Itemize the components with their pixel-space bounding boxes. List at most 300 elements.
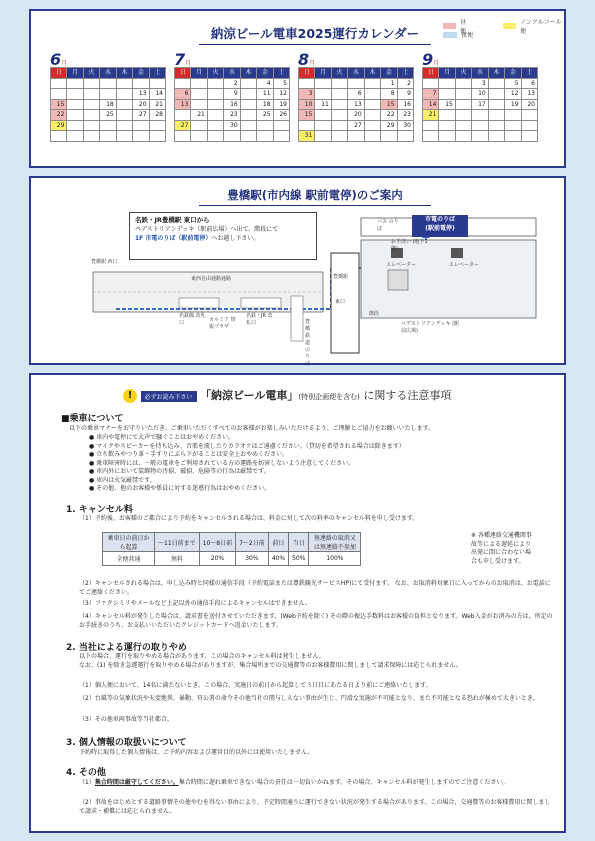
day-cell bbox=[299, 121, 315, 132]
notice-title bbox=[123, 387, 451, 403]
month-header bbox=[174, 50, 290, 67]
day-cell bbox=[241, 131, 257, 142]
day-cell bbox=[51, 79, 67, 90]
cancel-3: （3）ファクシミリやメールなど上記以外の通信手段によるキャンセルはできません。 bbox=[79, 600, 311, 607]
weekday-header: 土 bbox=[398, 68, 414, 79]
day-cell bbox=[100, 121, 116, 132]
day-cell bbox=[315, 121, 331, 132]
day-cell bbox=[439, 121, 455, 132]
legend-nonalc: ノンアルコール便 bbox=[520, 18, 562, 35]
guide-line1: 名鉄・JR豊橋駅 東口から bbox=[135, 216, 210, 224]
day-cell bbox=[456, 110, 472, 121]
day-cell bbox=[365, 110, 381, 121]
fee-header-cell: 7～2日前 bbox=[236, 533, 269, 552]
day-cell: 5 bbox=[274, 79, 290, 90]
track-label: 豊橋鉄道のりば bbox=[305, 319, 311, 367]
east-exit-label: 東口 bbox=[335, 299, 346, 305]
day-cell bbox=[150, 79, 166, 90]
weekday-header: 火 bbox=[208, 68, 224, 79]
weekday-header: 水 bbox=[224, 68, 240, 79]
other-1-emph: 集合時間は厳守してください。 bbox=[94, 779, 179, 786]
day-cell bbox=[241, 100, 257, 111]
day-cell bbox=[439, 79, 455, 90]
day-cell: 13 bbox=[522, 89, 538, 100]
jr-gate-label: 名鉄・JR 改札口 bbox=[246, 313, 273, 326]
day-cell bbox=[175, 131, 191, 142]
day-cell bbox=[241, 79, 257, 90]
day-cell bbox=[117, 110, 133, 121]
day-cell bbox=[274, 121, 290, 132]
month-grid bbox=[298, 67, 414, 142]
day-cell bbox=[456, 100, 472, 111]
day-cell bbox=[365, 89, 381, 100]
day-cell bbox=[241, 110, 257, 121]
day-cell: 30 bbox=[398, 121, 414, 132]
day-cell: 3 bbox=[299, 89, 315, 100]
day-cell: 21 bbox=[191, 110, 207, 121]
day-cell: 4 bbox=[257, 79, 273, 90]
day-cell bbox=[150, 121, 166, 132]
day-cell: 2 bbox=[224, 79, 240, 90]
platform-sub: (駅前電停) bbox=[425, 225, 455, 232]
fee-header-cell: 乗車日の前日から起算 bbox=[103, 533, 155, 552]
day-cell: 18 bbox=[257, 100, 273, 111]
day-cell: 26 bbox=[274, 110, 290, 121]
day-cell: 13 bbox=[133, 89, 149, 100]
day-cell bbox=[332, 121, 348, 132]
day-cell bbox=[398, 131, 414, 142]
weekday-header: 土 bbox=[274, 68, 290, 79]
day-cell bbox=[365, 79, 381, 90]
access-title: 豊橋駅(市内線 駅前電停)のご案内 bbox=[199, 187, 431, 206]
day-cell bbox=[472, 110, 488, 121]
month-suffix: 月 bbox=[433, 60, 440, 67]
day-cell: 14 bbox=[423, 100, 439, 111]
weekday-header: 月 bbox=[439, 68, 455, 79]
other-2: （2）事故をはじめとする道路事情その他やむを得ない事由により、予定時間通りに運行できない状況が発生する場合があります。この場合、交通費等のお客様費用に関しまして請求・補償には応じられません。 bbox=[79, 799, 551, 815]
ride-rule: ● 立ち飲みやつり革・手すりにぶら下がることは安全上おやめください。 bbox=[89, 451, 289, 458]
day-cell bbox=[67, 131, 83, 142]
month-header bbox=[298, 50, 414, 67]
nonalc-swatch bbox=[503, 23, 516, 29]
notice-title-tail: に関する注意事項 bbox=[363, 389, 452, 402]
day-cell bbox=[208, 131, 224, 142]
day-cell bbox=[133, 121, 149, 132]
day-cell bbox=[522, 110, 538, 121]
day-cell: 10 bbox=[299, 100, 315, 111]
day-cell bbox=[489, 89, 505, 100]
day-cell: 29 bbox=[51, 121, 67, 132]
section-other: 4. その他 bbox=[66, 768, 106, 778]
month-suffix: 月 bbox=[61, 60, 68, 67]
privacy-text: 予約時に取得した個人情報は、ご予約内容および運営目的以外には使用いたしません。 bbox=[79, 749, 314, 756]
weekday-header: 水 bbox=[472, 68, 488, 79]
weekday-header: 火 bbox=[84, 68, 100, 79]
day-cell: 19 bbox=[274, 100, 290, 111]
weekday-header: 木 bbox=[117, 68, 133, 79]
day-cell bbox=[208, 89, 224, 100]
day-cell bbox=[257, 121, 273, 132]
day-cell bbox=[117, 100, 133, 111]
day-cell: 20 bbox=[348, 110, 364, 121]
day-cell bbox=[365, 131, 381, 142]
day-cell bbox=[224, 131, 240, 142]
cancel-4: （4）キャンセル料が発生した場合は、請求書を送付させていただきます。(Web予約を除く) その際の振込手数料はお客様の負担となります。Web入金がお済みの方は、所定のお手続きのうち、お支払いいただいたクレジットカードへ返金いたします。 bbox=[79, 613, 553, 629]
day-cell bbox=[489, 131, 505, 142]
day-cell bbox=[274, 131, 290, 142]
day-cell bbox=[423, 131, 439, 142]
weekday-header: 水 bbox=[100, 68, 116, 79]
fee-value-row bbox=[103, 552, 361, 566]
day-cell: 9 bbox=[224, 89, 240, 100]
day-cell bbox=[67, 89, 83, 100]
day-cell bbox=[117, 121, 133, 132]
day-cell: 21 bbox=[423, 110, 439, 121]
day-cell bbox=[67, 100, 83, 111]
station-label: 豊橋駅 bbox=[333, 274, 349, 280]
day-cell bbox=[348, 131, 364, 142]
day-cell: 22 bbox=[51, 110, 67, 121]
fee-value-cell: 100% bbox=[309, 552, 361, 566]
day-cell: 10 bbox=[472, 89, 488, 100]
legend-night: 夜便 bbox=[461, 32, 474, 39]
day-cell: 27 bbox=[175, 121, 191, 132]
day-cell bbox=[191, 131, 207, 142]
month-7 bbox=[174, 50, 290, 142]
day-cell: 1 bbox=[381, 79, 397, 90]
platform-name: 市電のりば bbox=[424, 216, 455, 223]
day-cell bbox=[299, 79, 315, 90]
weekday-header: 土 bbox=[150, 68, 166, 79]
day-cell bbox=[472, 121, 488, 132]
day-cell bbox=[175, 79, 191, 90]
section-stop: 2. 当社による運行の取りやめ bbox=[66, 643, 187, 653]
day-cell bbox=[489, 121, 505, 132]
day-cell bbox=[332, 100, 348, 111]
day-cell: 3 bbox=[472, 79, 488, 90]
day-cell bbox=[315, 131, 331, 142]
weekday-header: 日 bbox=[423, 68, 439, 79]
stop-3: （3）その他車両事故等当社都合。 bbox=[79, 716, 173, 723]
day-cell bbox=[489, 110, 505, 121]
day-cell bbox=[332, 131, 348, 142]
stop-2: （2）台風等の気象状況や天変地異、暴動、官公署の命令その他当社の関与しえない事由が生じ、円滑な実施が不可能となり、また不可能となる恐れが極めて大きいとき。 bbox=[79, 695, 539, 702]
day-cell: 20 bbox=[133, 100, 149, 111]
day-cell: 31 bbox=[299, 131, 315, 142]
day-cell bbox=[84, 110, 100, 121]
section-privacy: 3. 個人情報の取扱いについて bbox=[66, 738, 187, 748]
plaza-label: カルミア 情報プラザ bbox=[209, 317, 236, 330]
cancel-fee-table bbox=[102, 532, 361, 566]
fee-value-cell: 全便共通 bbox=[103, 552, 155, 566]
day-cell bbox=[150, 131, 166, 142]
warning-icon: ! bbox=[123, 389, 137, 403]
month-number: 7 bbox=[174, 50, 186, 69]
day-cell: 11 bbox=[315, 100, 331, 111]
day-cell: 6 bbox=[348, 89, 364, 100]
day-cell: 6 bbox=[522, 79, 538, 90]
day-cell bbox=[365, 121, 381, 132]
day-cell: 5 bbox=[505, 79, 521, 90]
month-grid bbox=[50, 67, 166, 142]
day-cell bbox=[348, 79, 364, 90]
day-cell: 13 bbox=[348, 100, 364, 111]
calendar-legend bbox=[443, 18, 564, 39]
day-cell: 11 bbox=[257, 89, 273, 100]
month-header bbox=[50, 50, 166, 67]
day-cell: 18 bbox=[100, 100, 116, 111]
ride-rule: ● その他、他のお客様や係員に対する迷惑行為はおやめください。 bbox=[89, 485, 271, 492]
day-cell: 12 bbox=[274, 89, 290, 100]
other-1-text: 集合時間に遅れ乗車できない場合の責任は一切負いかねます。その場合、キャンセル料が発生しますのでご注意ください。 bbox=[178, 779, 509, 786]
day-cell: 12 bbox=[505, 89, 521, 100]
notice-title-paren: (特別企画便を含む) bbox=[298, 393, 360, 401]
ride-rule: ● 車内外において装飾物の汚損、破損、危険等の行為は厳禁です。 bbox=[89, 468, 270, 475]
toilet-label: お手洗い (地下1階) bbox=[391, 239, 428, 252]
day-cell bbox=[84, 89, 100, 100]
day-cell: 15 bbox=[299, 110, 315, 121]
weekday-header: 月 bbox=[67, 68, 83, 79]
fee-header-row bbox=[103, 533, 361, 552]
fee-header-cell: 前日 bbox=[268, 533, 288, 552]
must-read-badge: 必ずお読み下さい bbox=[141, 391, 197, 402]
fee-value-cell: 無料 bbox=[155, 552, 200, 566]
day-cell bbox=[439, 110, 455, 121]
day-cell: 9 bbox=[398, 89, 414, 100]
day-cell: 2 bbox=[398, 79, 414, 90]
day-cell bbox=[315, 110, 331, 121]
day-cell bbox=[84, 121, 100, 132]
ride-rule: ● 車内は火気厳禁です。 bbox=[89, 476, 156, 484]
month-header bbox=[422, 50, 538, 67]
fee-value-cell: 30% bbox=[236, 552, 269, 566]
day-cell bbox=[315, 79, 331, 90]
weekday-header: 日 bbox=[299, 68, 315, 79]
day-cell bbox=[100, 79, 116, 90]
passage-label: 東西自由通路通路 bbox=[191, 276, 232, 282]
weekday-header: 木 bbox=[365, 68, 381, 79]
day-cell: 29 bbox=[381, 121, 397, 132]
ride-rule: ● 乗車障害時には、一般の電車をご利用されている方の運路を妨害しないよう注意してください。 bbox=[89, 459, 355, 467]
fee-note: ※ 各種連絡交通機関事故等による遅延により出発に間に合わない場合も申し受けます。 bbox=[471, 532, 532, 565]
weekday-header: 水 bbox=[348, 68, 364, 79]
day-cell bbox=[456, 131, 472, 142]
day-cell: 17 bbox=[472, 100, 488, 111]
weekday-header: 金 bbox=[257, 68, 273, 79]
weekday-header: 月 bbox=[191, 68, 207, 79]
stop-1: （1）個人便において、14名に満たないとき。この場合、実施日の前日から起算して３日目にあたる日より前にご連絡いたします。 bbox=[79, 682, 432, 689]
day-cell bbox=[381, 131, 397, 142]
day-cell: 20 bbox=[522, 100, 538, 111]
weekday-header: 木 bbox=[489, 68, 505, 79]
day-cell bbox=[84, 131, 100, 142]
day-cell bbox=[241, 89, 257, 100]
weekday-header: 金 bbox=[133, 68, 149, 79]
ride-rules bbox=[89, 434, 549, 494]
day-cell bbox=[100, 89, 116, 100]
stairs-label: 階段 bbox=[369, 311, 380, 317]
ride-rule: ● 車内や電停にて大声で騒ぐことはおやめください。 bbox=[89, 434, 235, 441]
day-cell bbox=[423, 79, 439, 90]
day-cell: 15 bbox=[439, 100, 455, 111]
lunch-swatch bbox=[443, 23, 456, 29]
day-cell bbox=[67, 79, 83, 90]
notice-title-name: 「納涼ビール電車」 bbox=[200, 389, 299, 402]
day-cell bbox=[522, 121, 538, 132]
day-cell: 23 bbox=[398, 110, 414, 121]
day-cell bbox=[208, 100, 224, 111]
day-cell bbox=[191, 100, 207, 111]
deck-label: ペデストリアンデッキ (駅前広場) bbox=[401, 321, 460, 334]
day-cell: 21 bbox=[150, 100, 166, 111]
day-cell: 16 bbox=[398, 100, 414, 111]
day-cell bbox=[100, 131, 116, 142]
day-cell bbox=[51, 131, 67, 142]
day-cell bbox=[489, 100, 505, 111]
month-number: 9 bbox=[422, 50, 434, 69]
day-cell bbox=[191, 89, 207, 100]
month-8 bbox=[298, 50, 414, 142]
month-grid bbox=[174, 67, 290, 142]
day-cell bbox=[505, 121, 521, 132]
weekday-header: 日 bbox=[51, 68, 67, 79]
weekday-header: 土 bbox=[522, 68, 538, 79]
fee-value-cell: 50% bbox=[289, 552, 309, 566]
day-cell bbox=[505, 110, 521, 121]
elevator-label-1: エレベーター bbox=[386, 262, 417, 268]
day-cell: 30 bbox=[224, 121, 240, 132]
weekday-header: 金 bbox=[505, 68, 521, 79]
month-6 bbox=[50, 50, 166, 142]
meitetsu-gate-label: 名鉄線 改札口 bbox=[179, 313, 206, 326]
day-cell: 7 bbox=[423, 89, 439, 100]
day-cell bbox=[456, 121, 472, 132]
day-cell bbox=[439, 131, 455, 142]
ride-rule: ● マイクやスピーカーを持ち込み、音楽を流したりカラオケはご遠慮ください。（貸切を希望される場合は除きます） bbox=[89, 442, 405, 450]
day-cell: 25 bbox=[100, 110, 116, 121]
month-grid bbox=[422, 67, 538, 142]
day-cell bbox=[208, 110, 224, 121]
day-cell bbox=[191, 121, 207, 132]
weekday-header: 月 bbox=[315, 68, 331, 79]
day-cell: 27 bbox=[348, 121, 364, 132]
guide-line2: ペデストリアンデッキ（駅前広場）へ出て、階段にて bbox=[135, 226, 279, 233]
section-cancel: 1. キャンセル料 bbox=[66, 505, 133, 515]
day-cell: 23 bbox=[224, 110, 240, 121]
weekday-header: 木 bbox=[241, 68, 257, 79]
weekday-header: 火 bbox=[332, 68, 348, 79]
fee-header-cell: 当日 bbox=[289, 533, 309, 552]
day-cell bbox=[241, 121, 257, 132]
weekday-header: 金 bbox=[381, 68, 397, 79]
access-panel bbox=[29, 176, 566, 365]
bus-label: バス のりば bbox=[377, 219, 399, 232]
day-cell: 6 bbox=[175, 89, 191, 100]
fee-value-cell: 40% bbox=[268, 552, 288, 566]
elevator-label-2: エレベーター bbox=[449, 262, 480, 268]
section-ride: ■乗車について bbox=[61, 414, 124, 424]
day-cell bbox=[117, 89, 133, 100]
day-cell bbox=[257, 131, 273, 142]
calendar-title: 納涼ビール電車2025運行カレンダー bbox=[199, 24, 431, 45]
other-1 bbox=[79, 779, 554, 788]
day-cell bbox=[84, 79, 100, 90]
day-cell: 27 bbox=[133, 110, 149, 121]
weekday-header: 日 bbox=[175, 68, 191, 79]
weekday-header: 火 bbox=[456, 68, 472, 79]
day-cell: 15 bbox=[51, 100, 67, 111]
day-cell bbox=[332, 89, 348, 100]
day-cell: 16 bbox=[224, 100, 240, 111]
day-cell bbox=[208, 121, 224, 132]
station-map bbox=[31, 178, 564, 363]
day-cell bbox=[51, 89, 67, 100]
day-cell bbox=[456, 79, 472, 90]
guide-line3b: へお越し下さい。 bbox=[211, 235, 260, 242]
fee-header-cell: 10～8日前 bbox=[199, 533, 235, 552]
month-suffix: 月 bbox=[309, 60, 316, 67]
day-cell bbox=[133, 131, 149, 142]
day-cell: 13 bbox=[175, 100, 191, 111]
calendar-months bbox=[50, 50, 538, 142]
day-cell bbox=[117, 131, 133, 142]
day-cell bbox=[439, 89, 455, 100]
day-cell bbox=[315, 89, 331, 100]
day-cell bbox=[489, 79, 505, 90]
legend-lunch: 昼便 bbox=[459, 18, 466, 35]
fee-header-cell: 無連絡の取消又は無連絡不参加 bbox=[309, 533, 361, 552]
access-guide bbox=[129, 212, 317, 260]
day-cell: 14 bbox=[150, 89, 166, 100]
day-cell bbox=[208, 79, 224, 90]
day-cell: 28 bbox=[150, 110, 166, 121]
day-cell: 19 bbox=[505, 100, 521, 111]
notice-panel bbox=[29, 373, 566, 833]
day-cell bbox=[117, 79, 133, 90]
day-cell bbox=[133, 79, 149, 90]
cancel-2: （2）キャンセルされる場合は、申し込み時と同様の通信手段（予約電話または豊鉄観光サービスHP)にて受付ます。 なお、お取消料対象日に入ってからのお取消は、お電話にてご連絡ください。 bbox=[79, 580, 551, 596]
stop-intro2: なお、(1) を除き急遽運行を取りやめる場合がありますが、集合場所までの交通費等のお客様費用に関しまして請求保障には応じられません。 bbox=[79, 662, 462, 669]
day-cell bbox=[505, 131, 521, 142]
fee-header-cell: ～11日前まで bbox=[155, 533, 200, 552]
night-swatch bbox=[443, 32, 457, 38]
guide-line3: 1F 市電のりば（駅前電停） bbox=[135, 235, 212, 242]
calendar-panel bbox=[29, 9, 566, 168]
day-cell bbox=[472, 131, 488, 142]
other-1-num: （1） bbox=[79, 779, 95, 786]
month-9 bbox=[422, 50, 538, 142]
day-cell bbox=[456, 89, 472, 100]
month-suffix: 月 bbox=[185, 60, 192, 67]
day-cell bbox=[67, 110, 83, 121]
west-exit-label: 豊橋駅 西口 bbox=[91, 259, 118, 265]
tram-platform-label bbox=[412, 215, 468, 237]
day-cell: 15 bbox=[381, 100, 397, 111]
day-cell bbox=[175, 110, 191, 121]
day-cell bbox=[84, 100, 100, 111]
day-cell bbox=[332, 79, 348, 90]
day-cell: 25 bbox=[257, 110, 273, 121]
ride-intro: 以下の乗車マナーをお守りいただき、ご乗車いただくすべてのお客様がお楽しみいただけるよう、ご理解とご協力をお願いいたします。 bbox=[69, 425, 435, 432]
day-cell bbox=[67, 121, 83, 132]
cancel-intro: （1）予約後、お客様のご都合により予約をキャンセルされる場合は、料金に対して次の料率のキャンセル料を申し受けます。 bbox=[79, 515, 419, 522]
month-number: 8 bbox=[298, 50, 310, 69]
day-cell bbox=[522, 131, 538, 142]
day-cell bbox=[365, 100, 381, 111]
day-cell: 8 bbox=[381, 89, 397, 100]
day-cell bbox=[423, 121, 439, 132]
fee-value-cell: 20% bbox=[199, 552, 235, 566]
